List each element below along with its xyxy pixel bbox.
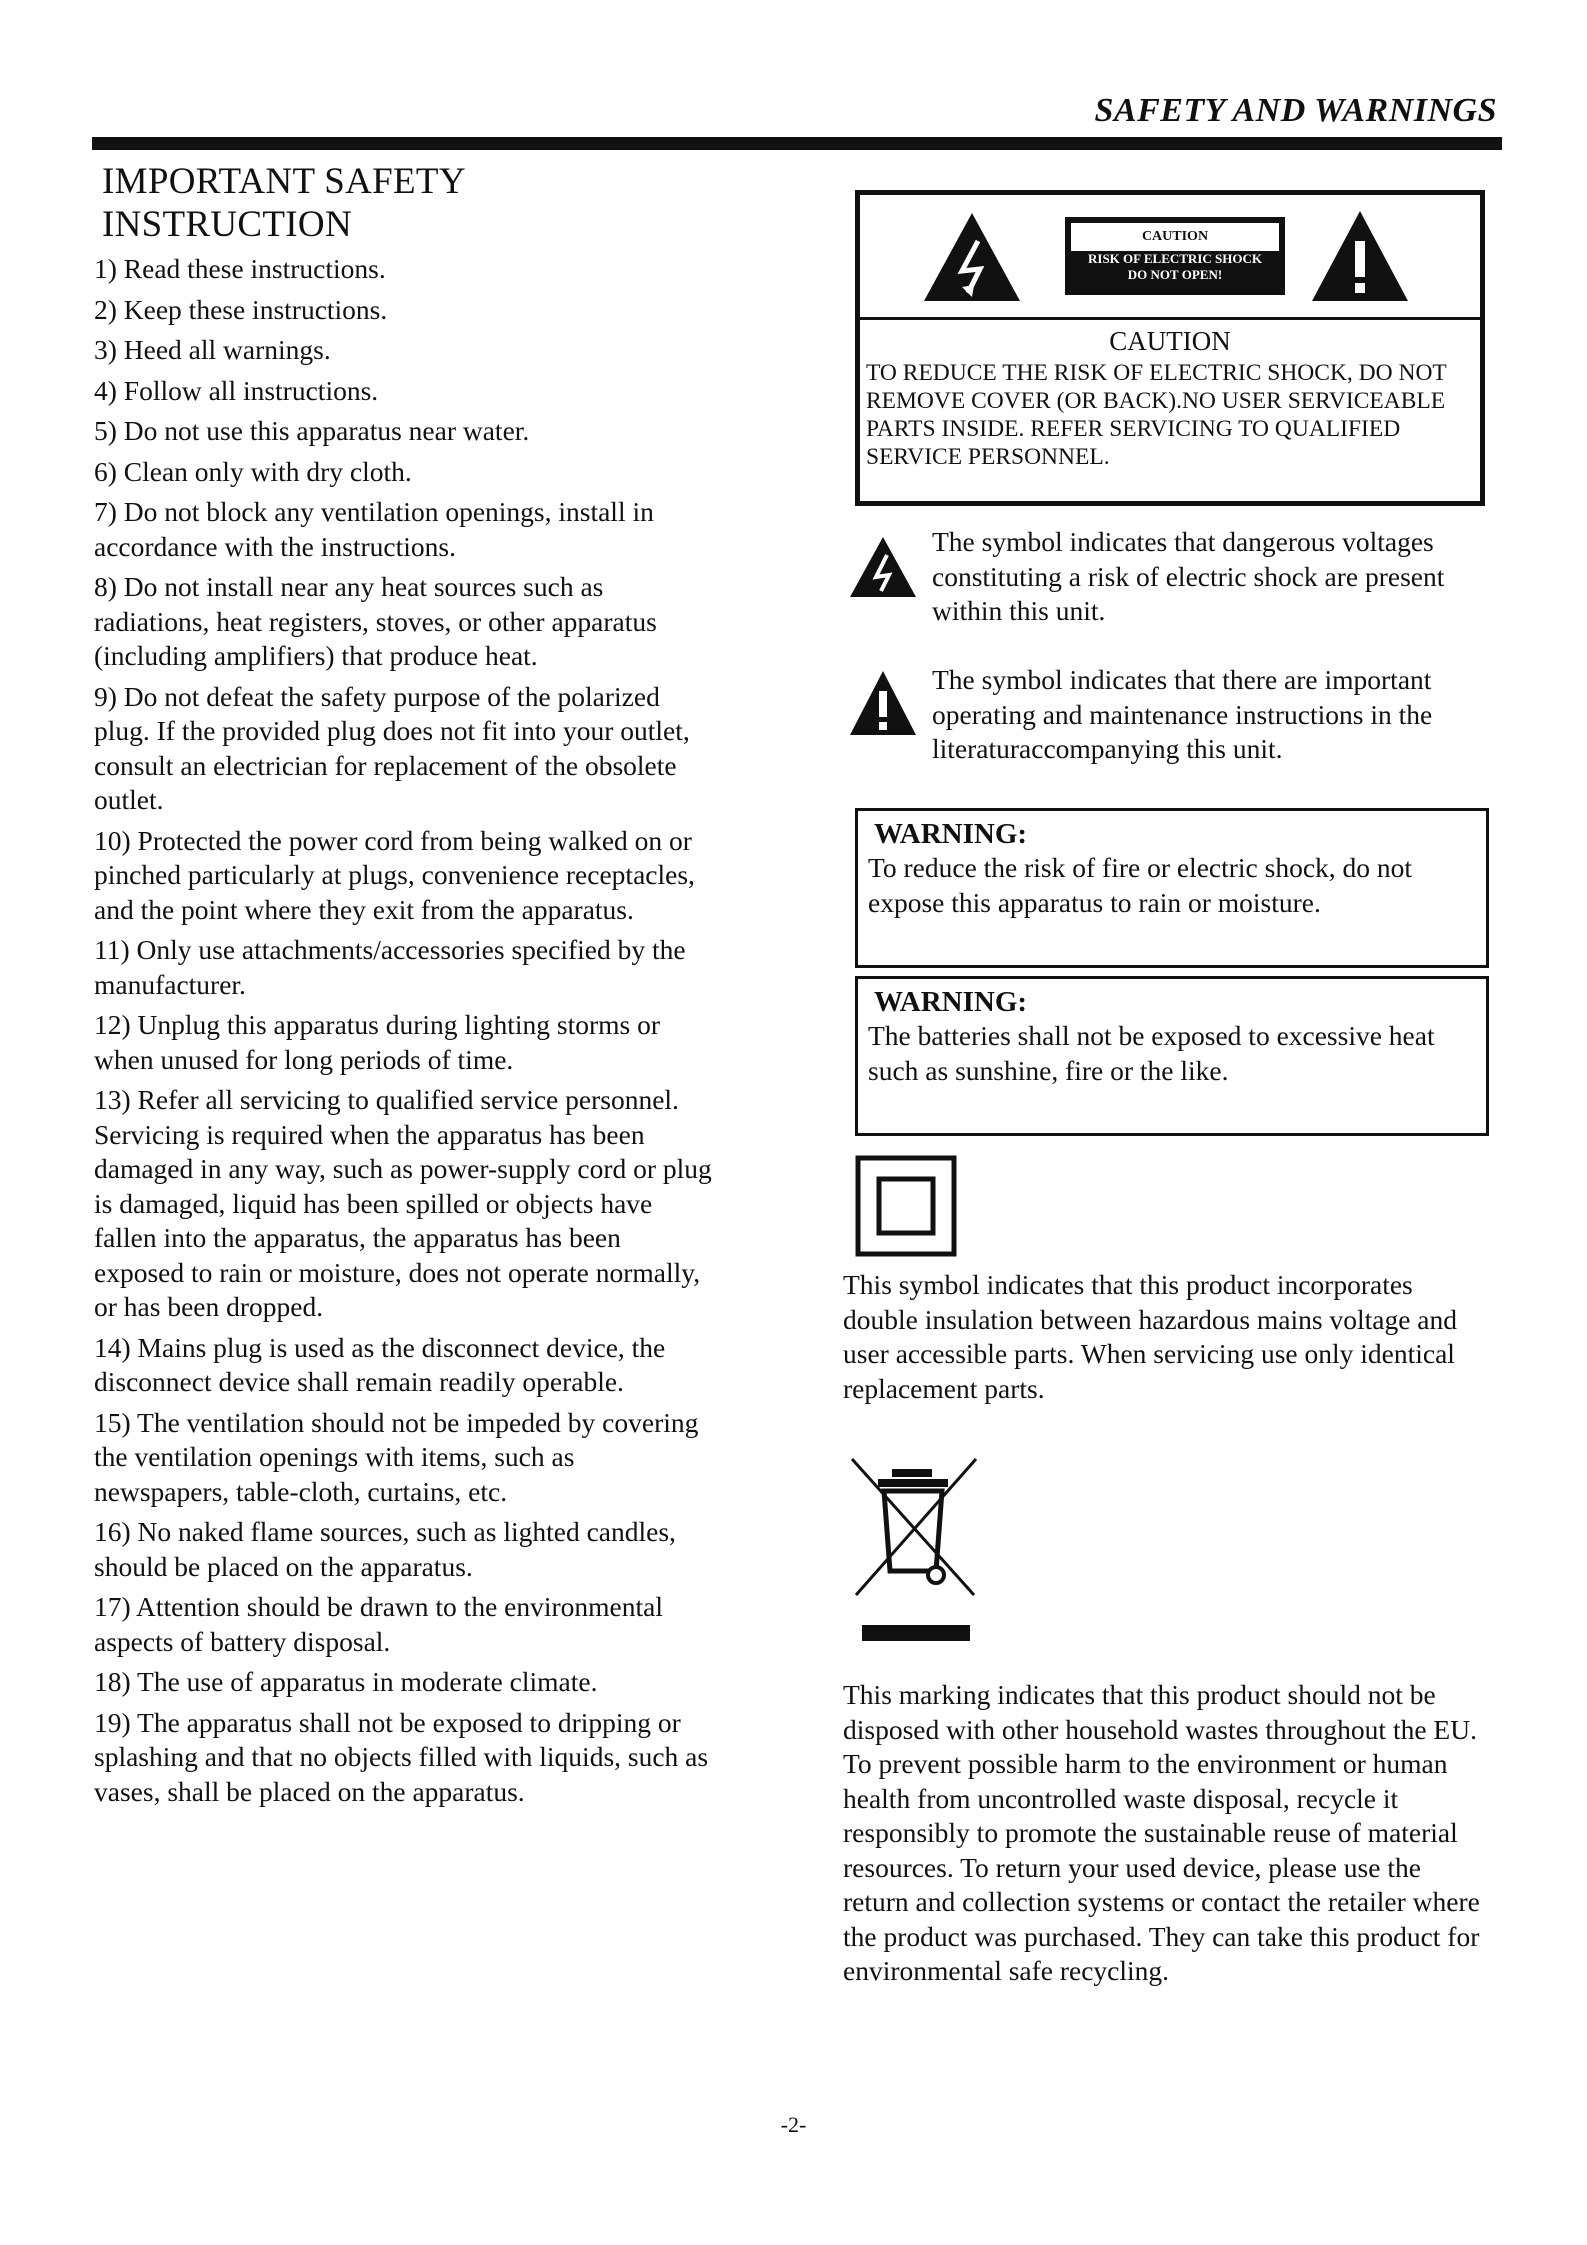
list-item: 14) Mains plug is used as the disconnect device, the disconnect device shall remain readily operable. — [94, 1331, 666, 1397]
list-item: 15) The ventilation should not be impeded by covering the ventilation openings with items, such as newspapers, table-cloth, curtains, etc. — [94, 1406, 699, 1507]
list-item: 8) Do not install near any heat sources such as radiations, heat registers, stoves, or other apparatus (including amplifiers) that produce heat. — [94, 571, 657, 671]
warning-text: The batteries shall not be exposed to excessive heat such as sunshine, fire or the like. — [868, 1020, 1435, 1086]
caution-label — [1065, 217, 1285, 295]
caution-label-title: CAUTION — [1071, 223, 1279, 251]
warning-box — [855, 976, 1489, 1136]
list-item: 1) Read these instructions. — [94, 253, 386, 284]
list-item: 18) The use of apparatus in moderate climate. — [94, 1666, 598, 1697]
caution-label-line: RISK OF ELECTRIC SHOCK — [1088, 251, 1262, 266]
list-item: 5) Do not use this apparatus near water. — [94, 415, 530, 446]
double-insulation-icon — [855, 1155, 959, 1259]
warning-text: To reduce the risk of fire or electric shock, do not expose this apparatus to rain or moisture. — [868, 852, 1413, 918]
header-divider — [92, 137, 1502, 150]
double-insulation-text: This symbol indicates that this product incorporates double insulation between hazardous mains voltage and user accessible parts. When servicing use only identical replacement parts. — [843, 1269, 1457, 1404]
list-item: 12) Unplug this apparatus during lighting storms or when unused for long periods of time. — [94, 1009, 660, 1075]
instruction-list — [94, 252, 714, 1809]
exclamation-warning-icon — [848, 669, 918, 737]
list-item: 3) Heed all warnings. — [94, 334, 331, 365]
list-item: 6) Clean only with dry cloth. — [94, 455, 412, 487]
lightning-warning-icon — [848, 535, 918, 599]
crossed-out-bin-icon — [848, 1455, 982, 1641]
list-item: 2) Keep these instructions. — [94, 293, 388, 325]
list-item: 19) The apparatus shall not be exposed to dripping or splashing and that no objects filled with liquids, such as vases, shall be placed on the apparatus. — [94, 1706, 709, 1807]
list-item: 11) Only use attachments/accessories specified by the manufacturer. — [94, 934, 686, 1000]
exclamation-symbol-text: The symbol indicates that there are important operating and maintenance instructions in the literaturaccompanying this unit. — [932, 664, 1433, 764]
caution-box — [855, 190, 1485, 506]
section-title: SAFETY AND WARNINGS — [1094, 92, 1497, 129]
caution-text: TO REDUCE THE RISK OF ELECTRIC SHOCK, DO NOT REMOVE COVER (OR BACK).NO USER SERVICEABLE PARTS INSIDE. REFER SERVICING TO QUALIFIED SERVICE PERSONNEL. — [866, 360, 1447, 470]
warning-box — [855, 808, 1489, 968]
lightning-symbol-text: The symbol indicates that dangerous voltages constituting a risk of electric shock are present within this unit. — [932, 526, 1445, 626]
warning-title: WARNING: — [874, 986, 1028, 1018]
list-item: 4) Follow all instructions. — [94, 374, 379, 406]
warning-title: WARNING: — [874, 818, 1028, 850]
caution-heading: CAUTION — [1109, 326, 1231, 356]
lightning-warning-icon — [922, 211, 1022, 303]
caution-label-area — [860, 195, 1480, 320]
list-item: 17) Attention should be drawn to the environmental aspects of battery disposal. — [94, 1591, 663, 1657]
page-number: -2- — [780, 2112, 807, 2137]
exclamation-warning-icon — [1310, 209, 1410, 303]
list-item: 16) No naked flame sources, such as lighted candles, should be placed on the apparatus. — [94, 1516, 676, 1582]
safety-instructions-column — [94, 160, 714, 1815]
page-title: IMPORTANT SAFETY INSTRUCTION — [102, 161, 465, 245]
list-item: 13) Refer all servicing to qualified service personnel. Servicing is required when the apparatus has been damaged in any way, such as power-supply cord or plug is damaged, liquid has been spilled or objects have fallen into the apparatus, the apparatus has been exposed to rain or moisture, does not operate normally, or has been dropped. — [94, 1084, 712, 1322]
lightning-symbol-note — [848, 525, 1498, 629]
list-item: 7) Do not block any ventilation openings, install in accordance with the instructions. — [94, 496, 654, 562]
weee-disposal-text: This marking indicates that this product should not be disposed with other household wastes throughout the EU. To prevent possible harm to the environment or human health from uncontrolled waste disposal, recycle it responsibly to promote the sustainable reuse of material resources. To return your used device, please use the return and collection systems or contact the retailer where the product was purchased. They can take this product for environmental safe recycling. — [843, 1679, 1480, 1986]
caution-label-line: DO NOT OPEN! — [1127, 267, 1223, 282]
list-item: 9) Do not defeat the safety purpose of the polarized plug. If the provided plug does not fit into your outlet, consult an electrician for replacement of the obsolete outlet. — [94, 680, 690, 815]
exclamation-symbol-note — [848, 663, 1498, 767]
list-item: 10) Protected the power cord from being walked on or pinched particularly at plugs, convenience receptacles, and the point where they exit from the apparatus. — [94, 824, 695, 925]
